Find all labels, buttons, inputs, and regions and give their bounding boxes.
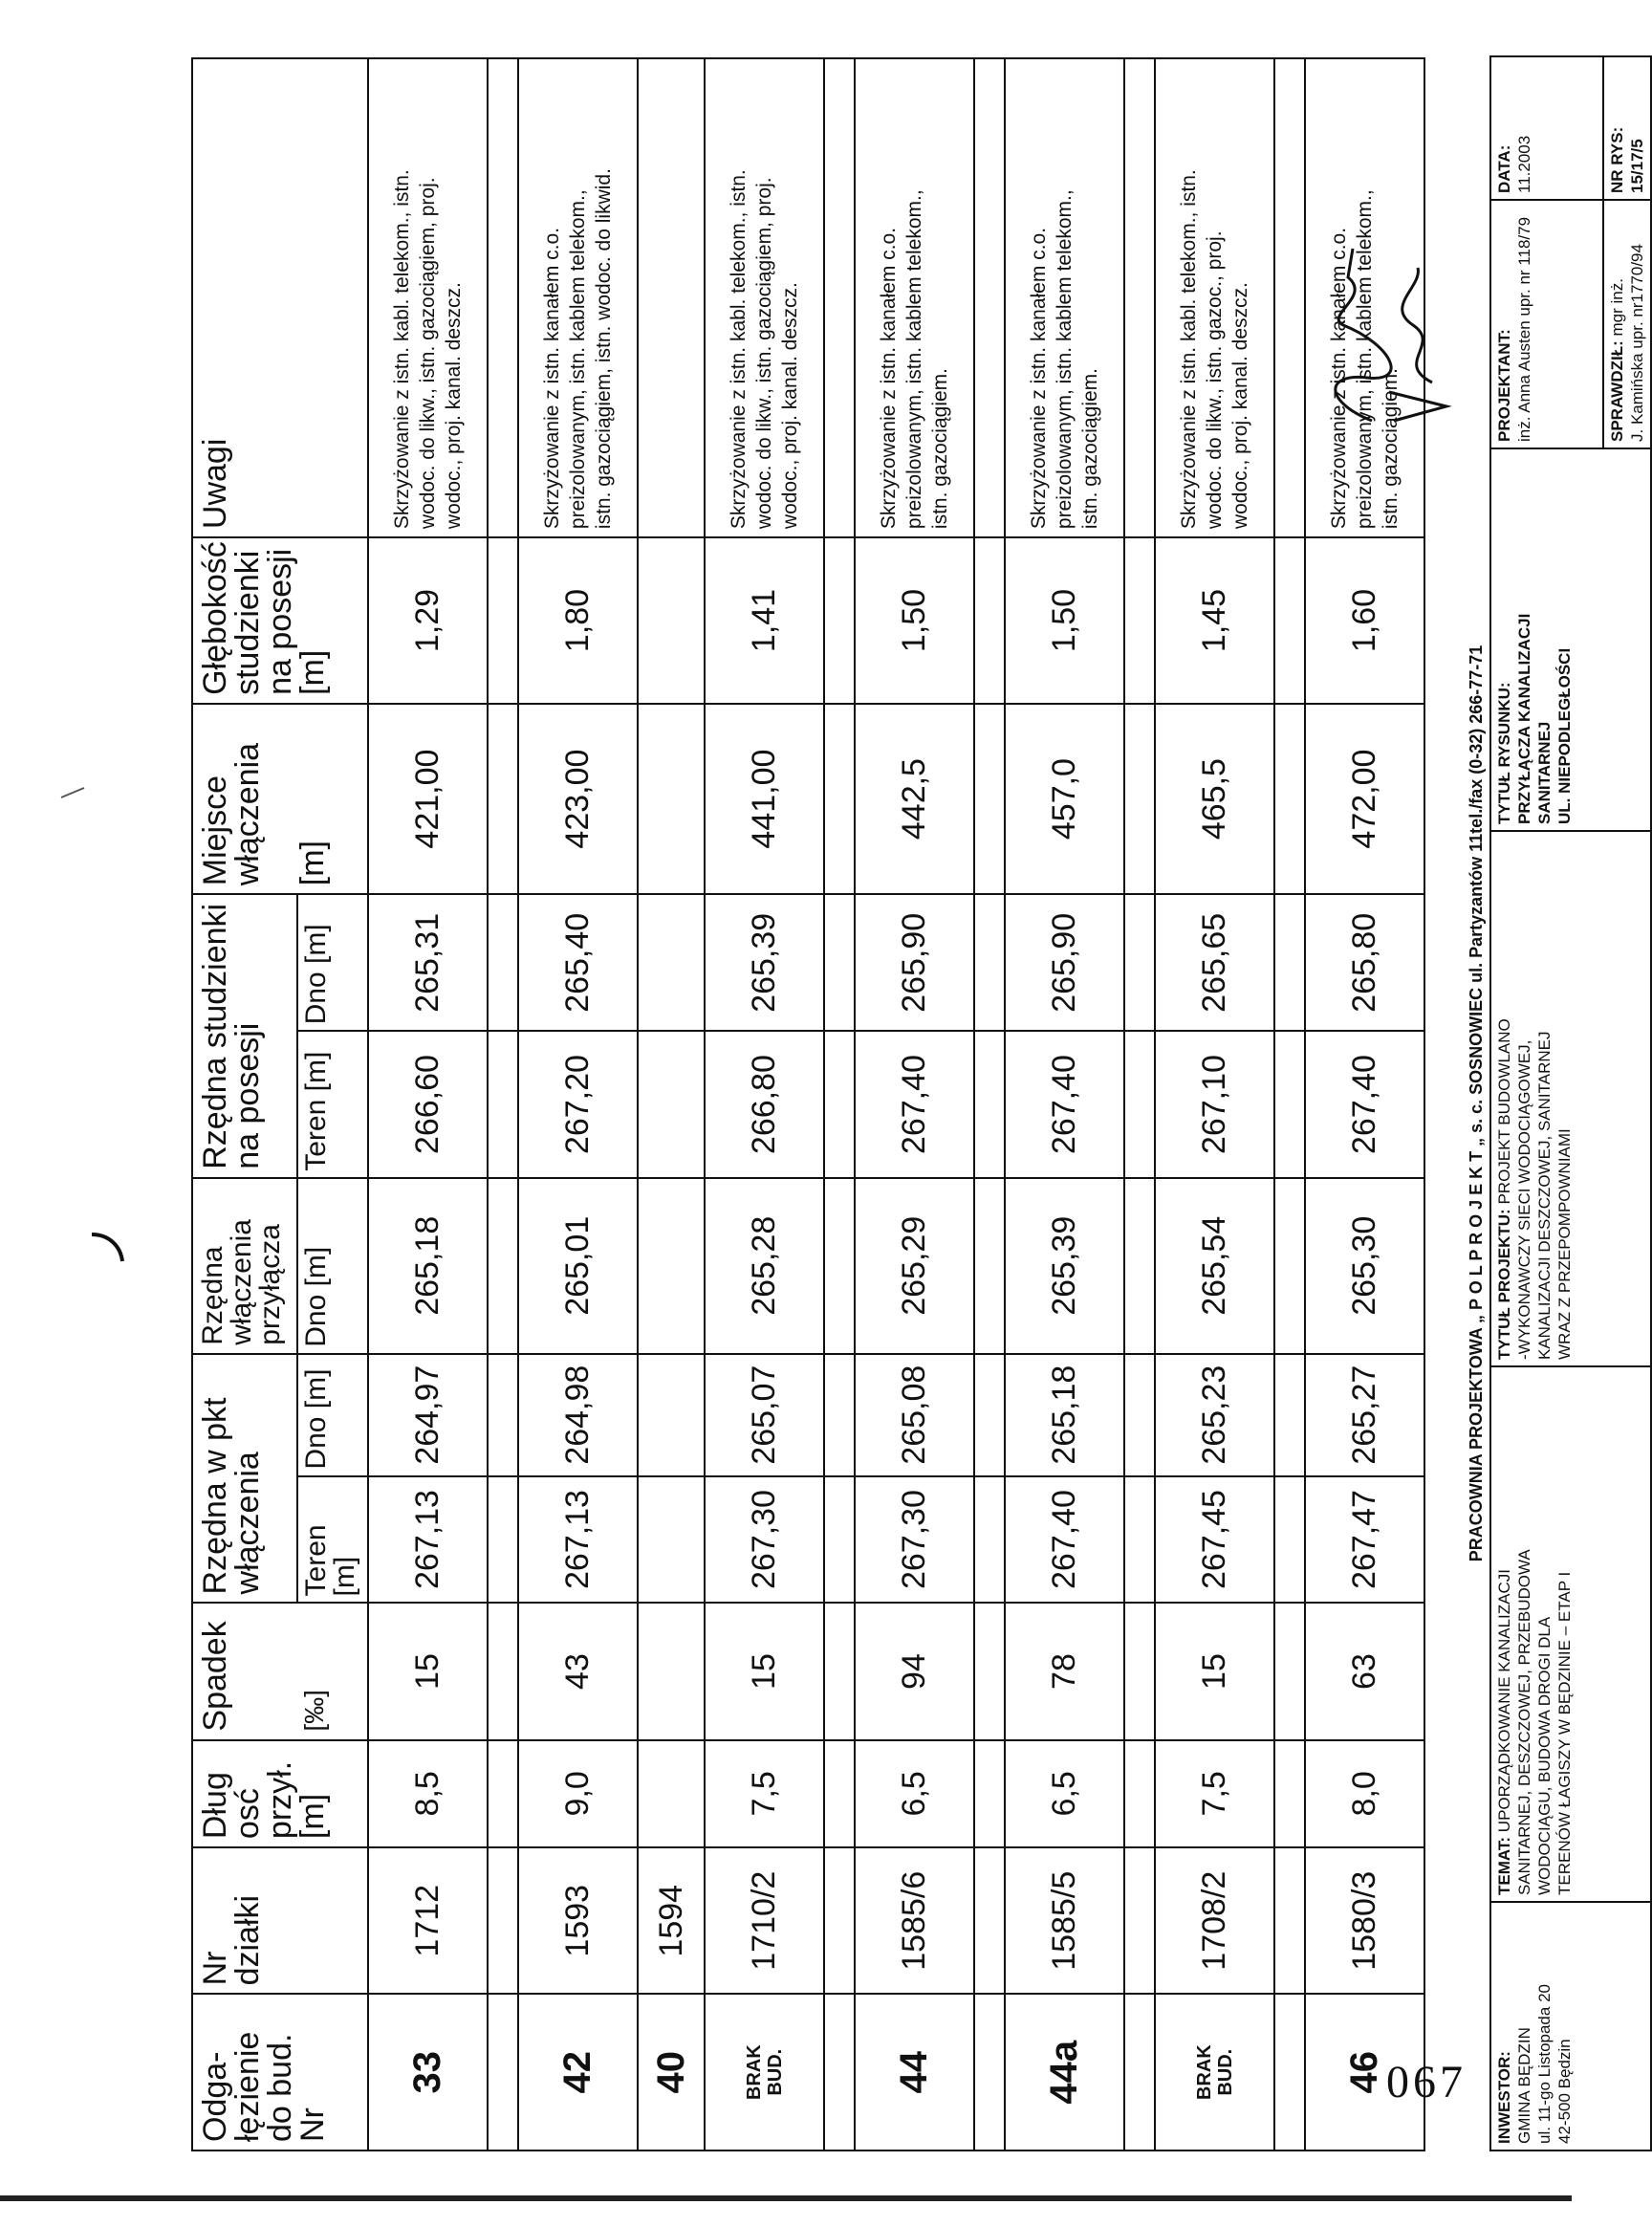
tytul-rysunku-cell [1490,448,1651,831]
spadek-label: Spadek [197,1621,233,1732]
spacer-cell [1274,1476,1305,1604]
cell-uwagi: Skrzyżowanie z istn. kanałem c.o. preizolowanym, istn. kablem telekom., istn. gazociągiem. [1005,58,1124,537]
spacer-cell [488,1476,518,1604]
col-header-spadek [192,1603,368,1739]
cell-dno-wl: 265,18 [368,1178,488,1354]
spacer-row [1274,58,1305,2151]
cell-teren-st: 267,40 [855,1031,974,1177]
spacer-cell [824,1740,855,1847]
cell-uwagi [638,58,705,537]
cell-dno-st: 265,40 [518,894,638,1031]
stray-curve-mark [88,1229,126,1267]
inwestor-cell [1490,1902,1651,2151]
cell-teren-pkt: 267,45 [1155,1476,1274,1604]
cell-miejsce: 423,00 [518,704,638,894]
projektant-label: PROJEKTANT: [1495,329,1513,442]
cell-dno-st [638,894,705,1031]
tytul-projektu-cell [1490,831,1651,1366]
col-header-rzedna-wlaczenia: Rzędna włączenia przyłącza [192,1178,297,1354]
cell-uwagi: Skrzyżowanie z istn. kanałem c.o. preizolowanym, istn. kablem telekom., istn. gazociągiem. [1305,58,1424,537]
sub-header-dno-wl: Dno [m] [297,1178,368,1354]
spacer-cell [1124,58,1155,537]
temat-label: TEMAT: [1495,1836,1513,1895]
spacer-cell [1124,1476,1155,1604]
cell-dno-wl: 265,29 [855,1178,974,1354]
spacer-cell [1124,1603,1155,1739]
tytul-rysunku-value: PRZYŁĄCZA KANALIZACJI SANITARNEJ UL. NIEPODLEGŁOŚCI [1515,613,1574,824]
spacer-cell [974,1031,1005,1177]
scan-edge-line [0,2195,1572,2201]
cell-nr-dzialki: 1580/3 [1305,1847,1424,1994]
spacer-cell [1124,1031,1155,1177]
cell-odgalezienie: 33 [368,1994,488,2151]
cell-spadek: 94 [855,1603,974,1739]
sprawdzil-label: SPRAWDZIŁ: [1608,340,1626,442]
nr-rys-label: NR RYS: [1608,126,1626,193]
cell-odgalezienie: BRAK BUD. [705,1994,824,2151]
cell-dno-wl [638,1178,705,1354]
cell-dno-st: 265,90 [1005,894,1124,1031]
spacer-cell [1124,1354,1155,1476]
col-header-nr-dzialki: Nr działki [192,1847,368,1994]
cell-miejsce: 442,5 [855,704,974,894]
spacer-row [1124,58,1155,2151]
cell-dno-st: 265,31 [368,894,488,1031]
cell-teren-pkt: 267,13 [518,1476,638,1604]
spacer-cell [824,58,855,537]
spacer-cell [488,894,518,1031]
cell-dno-wl: 265,54 [1155,1178,1274,1354]
sub-header-teren-pkt: Teren [m] [297,1476,368,1604]
cell-teren-st: 267,20 [518,1031,638,1177]
cell-spadek: 43 [518,1603,638,1739]
miejsce-unit: [m] [294,841,331,886]
spacer-cell [1124,1847,1155,1994]
cell-teren-st [638,1031,705,1177]
spacer-cell [488,58,518,537]
spacer-cell [1274,1178,1305,1354]
cell-teren-pkt: 267,47 [1305,1476,1424,1604]
cell-dlugosc: 7,5 [705,1740,824,1847]
cell-uwagi: Skrzyżowanie z istn. kabl. telekom., istn. wodoc. do likw., istn. gazociągiem, proj. wodoc., proj. kanal. deszcz. [368,58,488,537]
spacer-cell [824,1354,855,1476]
cell-odgalezienie: 44a [1005,1994,1124,2151]
inwestor-label: INWESTOR: [1495,2051,1513,2144]
spacer-cell [974,704,1005,894]
projektant-value: inż. Anna Austen upr. nr 118/79 [1515,216,1533,442]
table-body [368,58,1424,2151]
spacer-cell [1274,1031,1305,1177]
spacer-cell [974,537,1005,704]
cell-spadek [638,1603,705,1739]
spacer-cell [488,1354,518,1476]
checker-signature [1375,258,1461,430]
cell-odgalezienie: BRAK BUD. [1155,1994,1274,2151]
title-block [1464,55,1652,2151]
spacer-cell [488,704,518,894]
spacer-cell [488,1031,518,1177]
spacer-cell [1124,1740,1155,1847]
table-row [368,58,488,2151]
spacer-cell [974,58,1005,537]
cell-miejsce [638,704,705,894]
spacer-cell [1274,1994,1305,2151]
spacer-cell [824,537,855,704]
spacer-cell [1124,537,1155,704]
table-row [1005,58,1124,2151]
sub-header-teren-st: Teren [m] [297,1031,368,1177]
cell-glebokosc: 1,60 [1305,537,1424,704]
cell-dno-st: 265,65 [1155,894,1274,1031]
col-header-dlugosc: Dług osć przył. [m] [192,1740,368,1847]
cell-miejsce: 472,00 [1305,704,1424,894]
miejsce-label: Miejsce włączenia [197,742,266,886]
cell-odgalezienie: 46 [1305,1994,1424,2151]
tytul-projektu-label: TYTUŁ PROJEKTU: [1495,1209,1513,1360]
cell-dno-st: 265,80 [1305,894,1424,1031]
spacer-cell [1274,537,1305,704]
cell-dlugosc: 8,0 [1305,1740,1424,1847]
cell-teren-pkt: 267,30 [705,1476,824,1604]
cell-glebokosc [638,537,705,704]
spacer-cell [488,537,518,704]
spacer-cell [824,894,855,1031]
spacer-cell [974,1740,1005,1847]
spacer-cell [974,1994,1005,2151]
cell-nr-dzialki: 1585/5 [1005,1847,1124,1994]
data-cell [1490,56,1603,200]
cell-dno-pkt [638,1354,705,1476]
cell-dno-wl: 265,28 [705,1178,824,1354]
cell-dlugosc: 6,5 [855,1740,974,1847]
cell-glebokosc: 1,29 [368,537,488,704]
cell-dlugosc: 8,5 [368,1740,488,1847]
col-header-glebokosc: Głębokość studzienki na posesji [m] [192,537,368,704]
spacer-cell [824,1178,855,1354]
sub-header-dno-pkt: Dno [m] [297,1354,368,1476]
cell-teren-st: 266,60 [368,1031,488,1177]
sprawdzil-value: mgr inż. J. Kamińska upr. nr1770/94 [1608,244,1646,442]
tytul-projektu-value: PROJEKT BUDOWLANO -WYKONAWCZY SIECI WODOCIĄGOWEJ, KANALIZACJI DESZCZOWEJ, SANITARNEJ WRAZ Z PRZEPOMPOWNIAMI [1495,1018,1574,1360]
sprawdzil-cell [1603,200,1651,448]
cell-spadek: 15 [368,1603,488,1739]
cell-odgalezienie: 44 [855,1994,974,2151]
cell-dlugosc: 9,0 [518,1740,638,1847]
spacer-cell [1274,704,1305,894]
cell-nr-dzialki: 1593 [518,1847,638,1994]
cell-glebokosc: 1,45 [1155,537,1274,704]
col-header-rzedna-pkt: Rzędna w pkt włączenia [192,1354,297,1604]
sub-header-dno-st: Dno [m] [297,894,368,1031]
cell-uwagi: Skrzyżowanie z istn. kabl. telekom., istn. wodoc. do likw., istn. gazoc., proj. wodoc., proj. kanal. deszcz. [1155,58,1274,537]
cell-spadek: 15 [705,1603,824,1739]
cell-glebokosc: 1,80 [518,537,638,704]
spacer-cell [974,1847,1005,1994]
stray-dash-mark [59,784,88,803]
spacer-cell [1124,1178,1155,1354]
spacer-cell [824,1847,855,1994]
spacer-cell [488,1178,518,1354]
cell-odgalezienie: 40 [638,1994,705,2151]
header-row-1 [192,58,297,2151]
spacer-cell [1124,1994,1155,2151]
cell-nr-dzialki: 1710/2 [705,1847,824,1994]
spacer-cell [824,1994,855,2151]
cell-nr-dzialki: 1712 [368,1847,488,1994]
cell-dlugosc: 7,5 [1155,1740,1274,1847]
cell-dno-pkt: 265,07 [705,1354,824,1476]
cell-glebokosc: 1,50 [855,537,974,704]
cell-teren-st: 267,40 [1005,1031,1124,1177]
cell-dno-wl: 265,01 [518,1178,638,1354]
cell-teren-st: 267,40 [1305,1031,1424,1177]
spacer-cell [824,704,855,894]
cell-miejsce: 465,5 [1155,704,1274,894]
cell-odgalezienie: 42 [518,1994,638,2151]
cell-uwagi: Skrzyżowanie z istn. kabl. telekom., istn. wodoc. do likw., istn. gazociągiem, proj. wodoc., proj. kanal. deszcz. [705,58,824,537]
cell-nr-dzialki: 1708/2 [1155,1847,1274,1994]
cell-nr-dzialki: 1594 [638,1847,705,1994]
table-row [705,58,824,2151]
spacer-cell [824,1603,855,1739]
spacer-cell [1274,1740,1305,1847]
spacer-cell [1274,1603,1305,1739]
cell-dno-wl: 265,39 [1005,1178,1124,1354]
spacer-cell [1274,1847,1305,1994]
cell-dlugosc: 6,5 [1005,1740,1124,1847]
spacer-cell [974,1354,1005,1476]
spacer-cell [824,1031,855,1177]
spacer-row [488,58,518,2151]
cell-dno-pkt: 265,18 [1005,1354,1124,1476]
table-row [855,58,974,2151]
spacer-cell [1274,894,1305,1031]
cell-spadek: 15 [1155,1603,1274,1739]
cell-teren-pkt [638,1476,705,1604]
cell-glebokosc: 1,50 [1005,537,1124,704]
data-label: DATA: [1495,144,1513,193]
spacer-cell [1124,894,1155,1031]
spacer-cell [1274,58,1305,537]
cell-teren-st: 266,80 [705,1031,824,1177]
cell-uwagi: Skrzyżowanie z istn. kanałem c.o. preizolowanym, istn. kablem telekom., istn. gazociągiem. [855,58,974,537]
spacer-cell [974,1178,1005,1354]
col-header-odgalezienie: Odga- łęzienie do bud. Nr [192,1994,368,2151]
projektant-cell [1490,200,1603,448]
cell-dno-pkt: 264,97 [368,1354,488,1476]
col-header-uwagi: Uwagi [192,58,368,537]
cell-dno-pkt: 264,98 [518,1354,638,1476]
spacer-cell [488,1847,518,1994]
cell-dno-wl: 265,30 [1305,1178,1424,1354]
cell-miejsce: 441,00 [705,704,824,894]
cell-dno-pkt: 265,08 [855,1354,974,1476]
cell-spadek: 63 [1305,1603,1424,1739]
cell-teren-pkt: 267,30 [855,1476,974,1604]
cell-miejsce: 421,00 [368,704,488,894]
firm-line: PRACOWNIA PROJEKTOWA „ P O L P R O J E K T „ s. c. SOSNOWIEC ul. Partyzantów 11tel./fax (0-32) 266-77-71 [1464,56,1490,2151]
spacer-cell [488,1740,518,1847]
table-row [518,58,638,2151]
spacer-cell [1274,1354,1305,1476]
cell-teren-pkt: 267,13 [368,1476,488,1604]
spacer-cell [824,1476,855,1604]
cell-glebokosc: 1,41 [705,537,824,704]
col-header-miejsce [192,704,368,894]
temat-value: UPORZĄDKOWANIE KANALIZACJI SANITARNEJ, DESZCZOWEJ, PRZEBUDOWA WODOCIĄGU, BUDOWA DROGI DLA TERENÓW ŁAGISZY W BĘDZINIE – ETAP I [1495,1549,1574,1895]
cell-nr-dzialki: 1585/6 [855,1847,974,1994]
spacer-cell [974,1476,1005,1604]
data-value: 11.2003 [1515,135,1533,193]
col-header-rzedna-studzienki: Rzędna studzienki na posesji [192,894,297,1178]
cell-dno-pkt: 265,27 [1305,1354,1424,1476]
cell-dno-pkt: 265,23 [1155,1354,1274,1476]
spacer-row [824,58,855,2151]
cell-spadek: 78 [1005,1603,1124,1739]
spacer-cell [488,1994,518,2151]
spacer-cell [974,1603,1005,1739]
spacer-cell [974,894,1005,1031]
cell-dlugosc [638,1740,705,1847]
spacer-cell [488,1603,518,1739]
page-number: 067 [1386,2057,1467,2107]
table-row [1155,58,1274,2151]
tytul-rysunku-label: TYTUŁ RYSUNKU: [1495,682,1513,824]
temat-cell [1490,1366,1651,1902]
cell-uwagi: Skrzyżowanie z istn. kanałem c.o. preizolowanym, istn. kablem telekom., istn. gazociągiem, istn. wodoc. do likwid. [518,58,638,537]
cell-dno-st: 265,39 [705,894,824,1031]
nr-rys-value: 15/17/5 [1628,139,1646,193]
inwestor-value: GMINA BĘDZIN ul. 11-go Listopada 20 42-500 Będzin [1515,1984,1574,2144]
connections-table [191,57,1425,2151]
nr-rys-cell [1603,56,1651,200]
spacer-cell [1124,704,1155,894]
table-row [638,58,705,2151]
cell-miejsce: 457,0 [1005,704,1124,894]
spacer-row [974,58,1005,2151]
cell-dno-st: 265,90 [855,894,974,1031]
spadek-unit: [‰] [299,1690,329,1732]
cell-teren-pkt: 267,40 [1005,1476,1124,1604]
cell-teren-st: 267,10 [1155,1031,1274,1177]
